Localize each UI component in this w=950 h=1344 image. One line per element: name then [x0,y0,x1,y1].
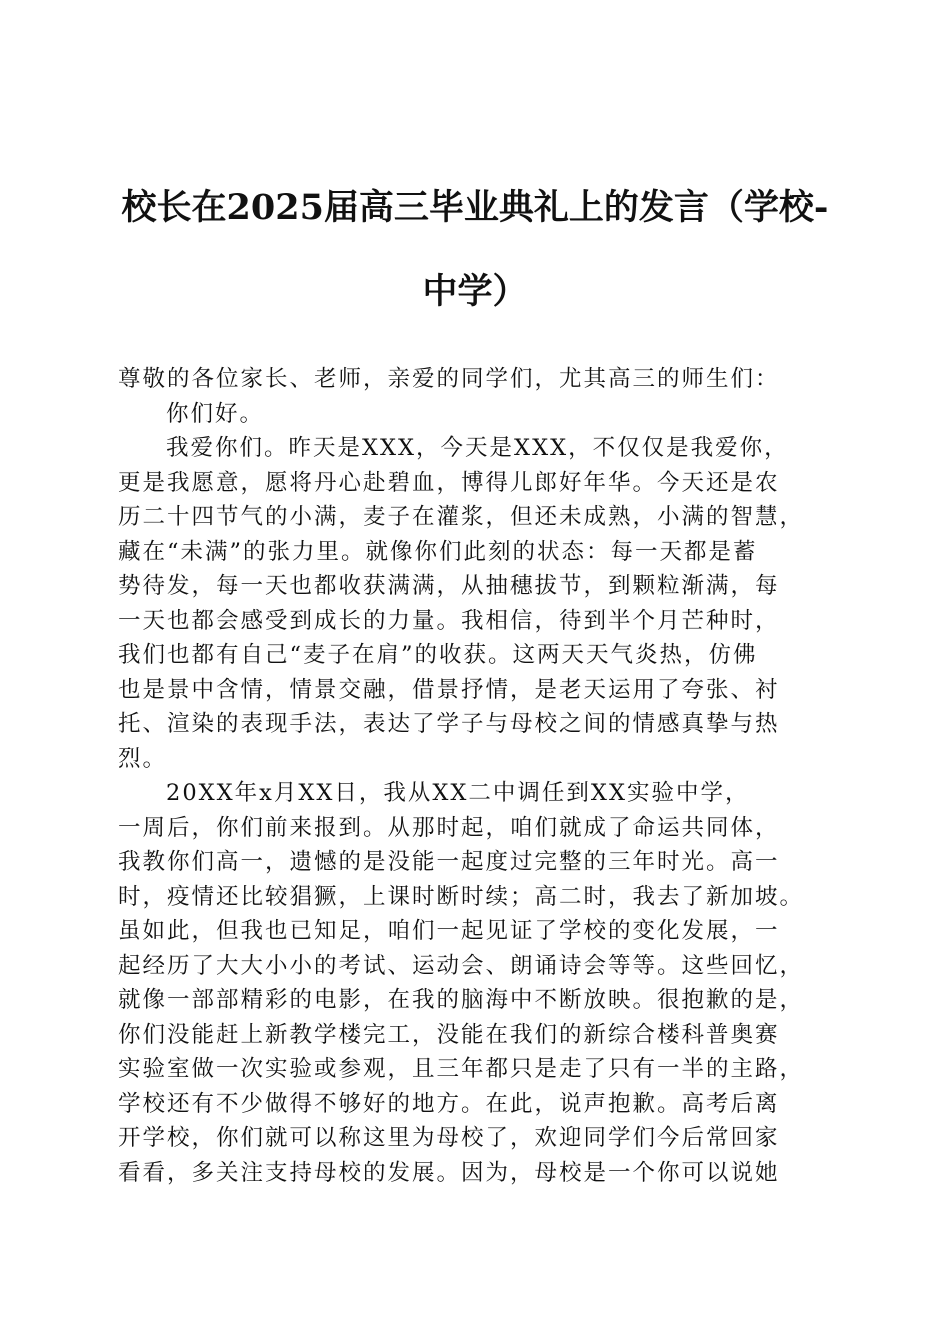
paragraph-line: 历二十四节气的小满，麦子在灌浆，但还未成熟，小满的智慧， [118,504,805,530]
document-title [100,166,850,334]
paragraph-line: 你们没能赶上新教学楼完工，没能在我们的新综合楼科普奥赛 [118,1021,780,1048]
paragraph-line: 起经历了大大小小的考试、运动会、朗诵诗会等等。这些回忆， [118,952,805,979]
paragraph-line: 开学校，你们就可以称这里为母校了，欢迎同学们今后常回家 [118,1125,780,1151]
title-line-1: 校长在2025届高三毕业典礼上的发言（学校- [121,187,829,228]
paragraph-line: 一天也都会感受到成长的力量。我相信，待到半个月芒种时， [118,607,780,634]
paragraph-line: 20XX年x月XX日，我从XX二中调任到XX实验中学， [166,780,750,806]
paragraph-line: 一周后，你们前来报到。从那时起，咱们就成了命运共同体， [118,814,780,841]
salutation-line: 尊敬的各位家长、老师，亲爱的同学们，尤其高三的师生们： [118,366,780,392]
paragraph-line: 烈。 [118,745,168,772]
paragraph-line: 实验室做一次实验或参观，且三年都只是走了只有一半的主路， [118,1056,805,1082]
paragraph-line: 虽如此，但我也已知足，咱们一起见证了学校的变化发展，一 [118,918,780,944]
paragraph-line: 我爱你们。昨天是XXX，今天是XXX，不仅仅是我爱你， [166,435,789,461]
greeting-line: 你们好。 [166,400,265,427]
speech-body [118,362,838,1190]
paragraph-line: 藏在“未满”的张力里。就像你们此刻的状态：每一天都是蓄 [118,538,758,565]
paragraph-line: 看看，多关注支持母校的发展。因为，母校是一个你可以说她 [118,1159,780,1186]
paragraph-line: 我们也都有自己“麦子在肩”的收获。这两天天气炎热，仿佛 [118,642,758,668]
title-line-2: 中学） [422,271,528,312]
paragraph-line: 也是景中含情，情景交融，借景抒情，是老天运用了夸张、衬 [118,676,780,703]
paragraph-line: 托、渲染的表现手法，表达了学子与母校之间的情感真挚与热 [118,711,780,737]
paragraph-line: 更是我愿意，愿将丹心赴碧血，博得儿郎好年华。今天还是农 [118,469,780,496]
paragraph-line: 势待发，每一天也都收获满满，从抽穗拔节，到颗粒渐满，每 [118,573,780,599]
paragraph-line: 时，疫情还比较猖獗，上课时断时续；高二时，我去了新加坡。 [118,883,805,910]
paragraph-line: 学校还有不少做得不够好的地方。在此，说声抱歉。高考后离 [118,1090,780,1117]
paragraph-line: 就像一部部精彩的电影，在我的脑海中不断放映。很抱歉的是， [118,987,805,1013]
paragraph-line: 我教你们高一，遗憾的是没能一起度过完整的三年时光。高一 [118,849,780,875]
